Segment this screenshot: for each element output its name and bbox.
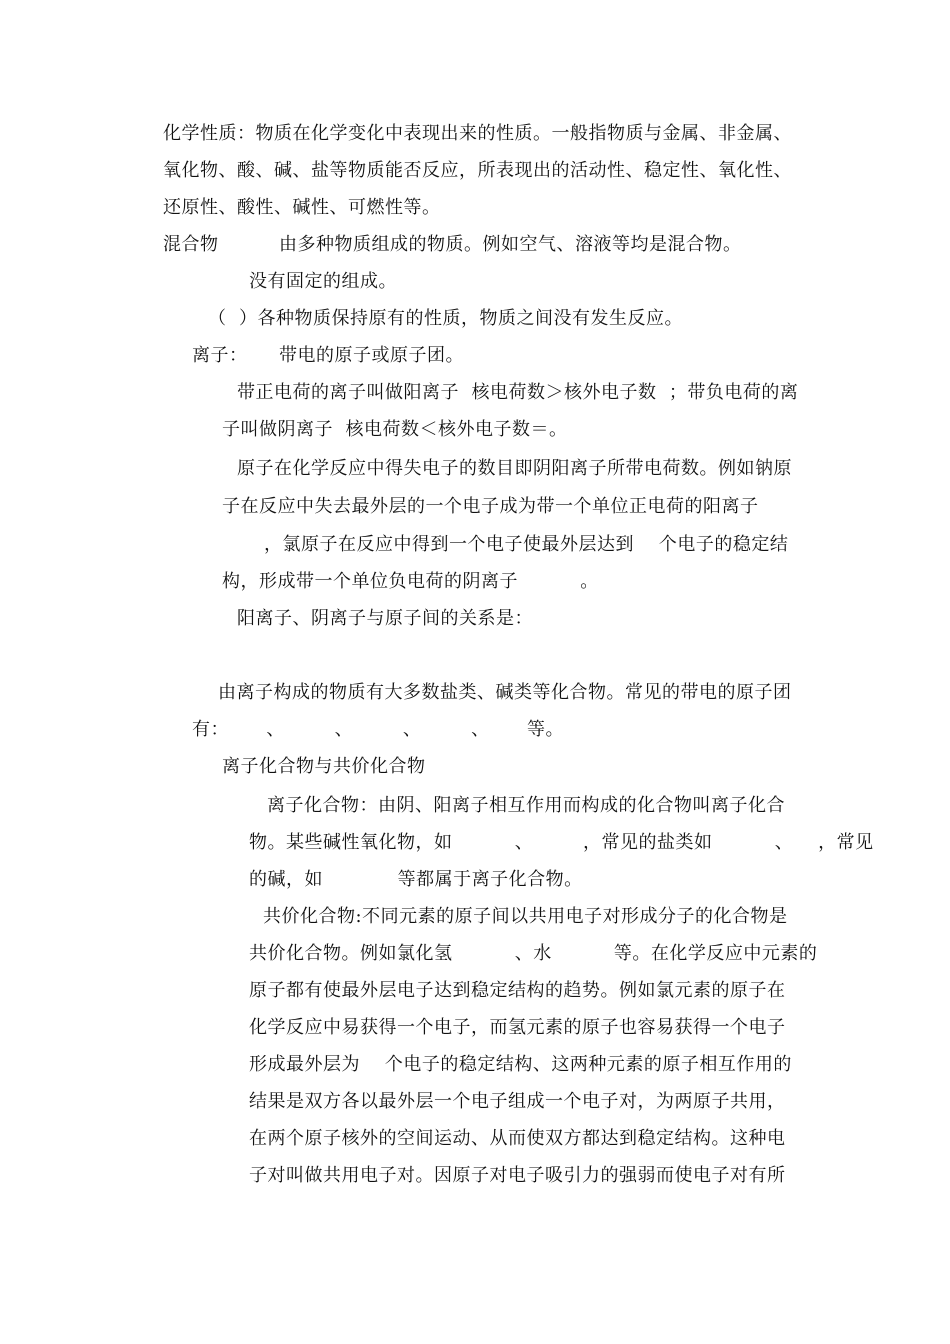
text-line: 离子化合物：由阴、阳离子相互作用而构成的化合物叫离子化合 bbox=[267, 795, 785, 816]
text-line: 由多种物质组成的物质。例如空气、溶液等均是混合物。 bbox=[279, 234, 742, 255]
text-line: 构，形成带一个单位负电荷的阴离子 。 bbox=[222, 571, 599, 592]
text-line: 共价化合物:不同元素的原子间以共用电子对形成分子的化合物是 bbox=[263, 906, 788, 927]
section-heading: 离子化合物与共价化合物 bbox=[222, 756, 426, 777]
text-line: 阳离子、阴离子与原子间的关系是： bbox=[237, 608, 533, 629]
text-line: ，氯原子在反应中得到一个电子使最外层达到 个电子的稳定结 bbox=[264, 534, 789, 555]
text-line: 原子都有使最外层电子达到稳定结构的趋势。例如氯元素的原子在 bbox=[249, 980, 786, 1001]
text-line: 带正电荷的离子叫做阳离子 核电荷数＞核外电子数 ；带负电荷的离 bbox=[237, 382, 799, 403]
text-line: 没有固定的组成。 bbox=[249, 271, 397, 292]
text-line: 结果是双方各以最外层一个电子组成一个电子对，为两原子共用， bbox=[249, 1091, 786, 1112]
text-line: 氧化物、酸、碱、盐等物质能否反应，所表现出的活动性、稳定性、氧化性、 bbox=[163, 160, 792, 181]
text-line: 有： 、 、 、 、 等。 bbox=[192, 719, 564, 740]
text-line: 由离子构成的物质有大多数盐类、碱类等化合物。常见的带电的原子团 bbox=[218, 682, 792, 703]
text-line: 化学性质：物质在化学变化中表现出来的性质。一般指物质与金属、非金属、 bbox=[163, 123, 792, 144]
text-line: 子对叫做共用电子对。因原子对电子吸引力的强弱而使电子对有所 bbox=[249, 1165, 786, 1186]
text-line: 共价化合物。例如氯化氢 、水 等。在化学反应中元素的 bbox=[249, 943, 818, 964]
text-line: 带电的原子或原子团。 bbox=[279, 345, 464, 366]
text-line: 子在反应中失去最外层的一个电子成为带一个单位正电荷的阳离子 bbox=[222, 496, 759, 517]
text-line: （ ）各种物质保持原有的性质，物质之间没有发生反应。 bbox=[208, 308, 683, 329]
text-line: 化学反应中易获得一个电子，而氢元素的原子也容易获得一个电子 bbox=[249, 1017, 786, 1038]
text-line: 子叫做阴离子 核电荷数＜核外电子数＝。 bbox=[222, 419, 568, 440]
text-line: 还原性、酸性、碱性、可燃性等。 bbox=[163, 197, 441, 218]
term-label: 混合物 bbox=[163, 234, 219, 255]
text-line: 形成最外层为 个电子的稳定结构、这两种元素的原子相互作用的 bbox=[249, 1054, 792, 1075]
text-line: 在两个原子核外的空间运动、从而使双方都达到稳定结构。这种电 bbox=[249, 1128, 786, 1149]
term-label: 离子： bbox=[192, 345, 248, 366]
text-line: 的碱，如 等都属于离子化合物。 bbox=[249, 869, 583, 890]
text-line: 原子在化学反应中得失电子的数目即阴阳离子所带电荷数。例如钠原 bbox=[237, 458, 792, 479]
text-line: 物。某些碱性氧化物，如 、 ，常见的盐类如 、 ，常见 bbox=[249, 832, 874, 853]
